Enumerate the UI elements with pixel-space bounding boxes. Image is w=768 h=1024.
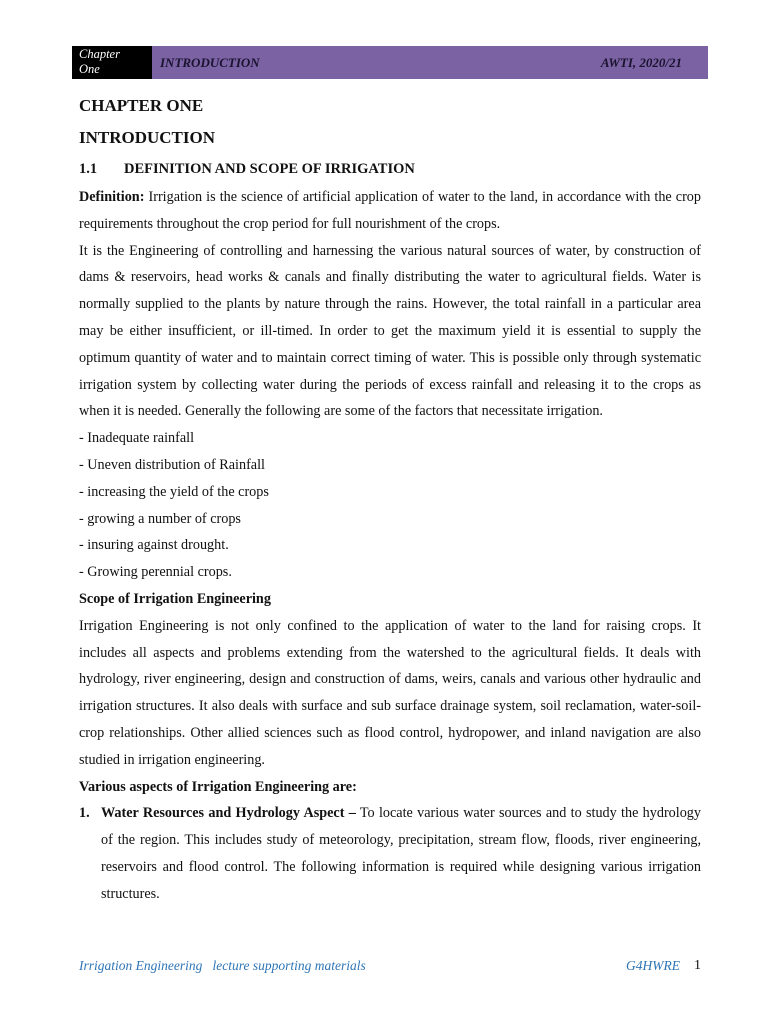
list-item: - increasing the yield of the crops bbox=[79, 483, 269, 500]
chapter-heading: CHAPTER ONE bbox=[79, 96, 204, 115]
list-item: - insuring against drought. bbox=[79, 537, 229, 554]
definition-text: Irrigation is the science of artificial application of water to the land, in accordance with the crop requirements throughout the crop period for full nourishment of the crops. bbox=[79, 189, 701, 232]
document-body bbox=[79, 94, 701, 908]
scope-paragraph: Irrigation Engineering is not only confined to the application of water to the land for raising crops. It includes all aspects and problems extending from the watershed to the agricultural fields. It deals with hydrology, river engineering, design and construction of dams, weirs, canals and various other hydraulic and irrigation structures. It also deals with surface and sub surface drainage system, soil reclamation, water-soil-crop relationships. Other allied sciences such as flood control, hydropower, and inland navigation are also studied in irrigation engineering. bbox=[79, 617, 701, 768]
page-footer bbox=[79, 958, 701, 974]
footer-code: G4HWRE bbox=[626, 958, 680, 973]
intro-heading: INTRODUCTION bbox=[79, 128, 216, 147]
aspects-heading: Various aspects of Irrigation Engineering are: bbox=[79, 778, 357, 795]
header-title: INTRODUCTION bbox=[160, 54, 260, 70]
aspect-text: To locate various water sources and to study the hydrology of the region. This includes study of meteorology, precipitation, stream flow, floods, river engineering, reservoirs and flood control. The following information is required while designing various irrigation structures. bbox=[101, 805, 701, 902]
aspect-title: Water Resources and Hydrology Aspect – bbox=[101, 805, 356, 822]
scope-heading: Scope of Irrigation Engineering bbox=[79, 590, 271, 607]
engineering-paragraph: It is the Engineering of controlling and harnessing the various natural sources of water, by construction of dams & reservoirs, head works & canals and finally distributing the water to agricultural fields. Water is normally supplied to the plants by nature through the rains. However, the total rainfall in a particular area may be either insufficient, or ill-timed. In order to get the maximum yield it is essential to supply the optimum quantity of water and to maintain correct timing of water. This is possible only through systematic irrigation system by collecting water during the periods of excess rainfall and releasing it to the crops as when it is needed. Generally the following are some of the factors that necessitate irrigation. bbox=[79, 242, 701, 420]
list-item: - Uneven distribution of Rainfall bbox=[79, 456, 265, 473]
definition-paragraph bbox=[79, 184, 701, 238]
header-institution-year: AWTI, 2020/21 bbox=[600, 54, 682, 70]
chapter-label-box bbox=[72, 46, 152, 79]
section-number: 1.1 bbox=[79, 161, 98, 177]
aspect-number: 1. bbox=[79, 805, 90, 822]
list-item: - Growing perennial crops. bbox=[79, 564, 232, 581]
section-heading bbox=[79, 158, 701, 180]
aspect-body bbox=[101, 800, 701, 907]
chapter-label-line1: Chapter bbox=[79, 47, 120, 61]
list-item: - Inadequate rainfall bbox=[79, 430, 195, 447]
list-item: - growing a number of crops bbox=[79, 510, 241, 527]
page-number: 1 bbox=[694, 958, 701, 973]
aspect-item bbox=[79, 800, 701, 907]
section-title: DEFINITION AND SCOPE OF IRRIGATION bbox=[124, 161, 415, 177]
definition-label: Definition: bbox=[79, 189, 145, 205]
chapter-label-line2: One bbox=[79, 62, 100, 76]
factors-list bbox=[79, 425, 701, 586]
footer-course-title: Irrigation Engineering lecture supporting materials bbox=[79, 958, 366, 973]
page-header bbox=[72, 46, 708, 79]
